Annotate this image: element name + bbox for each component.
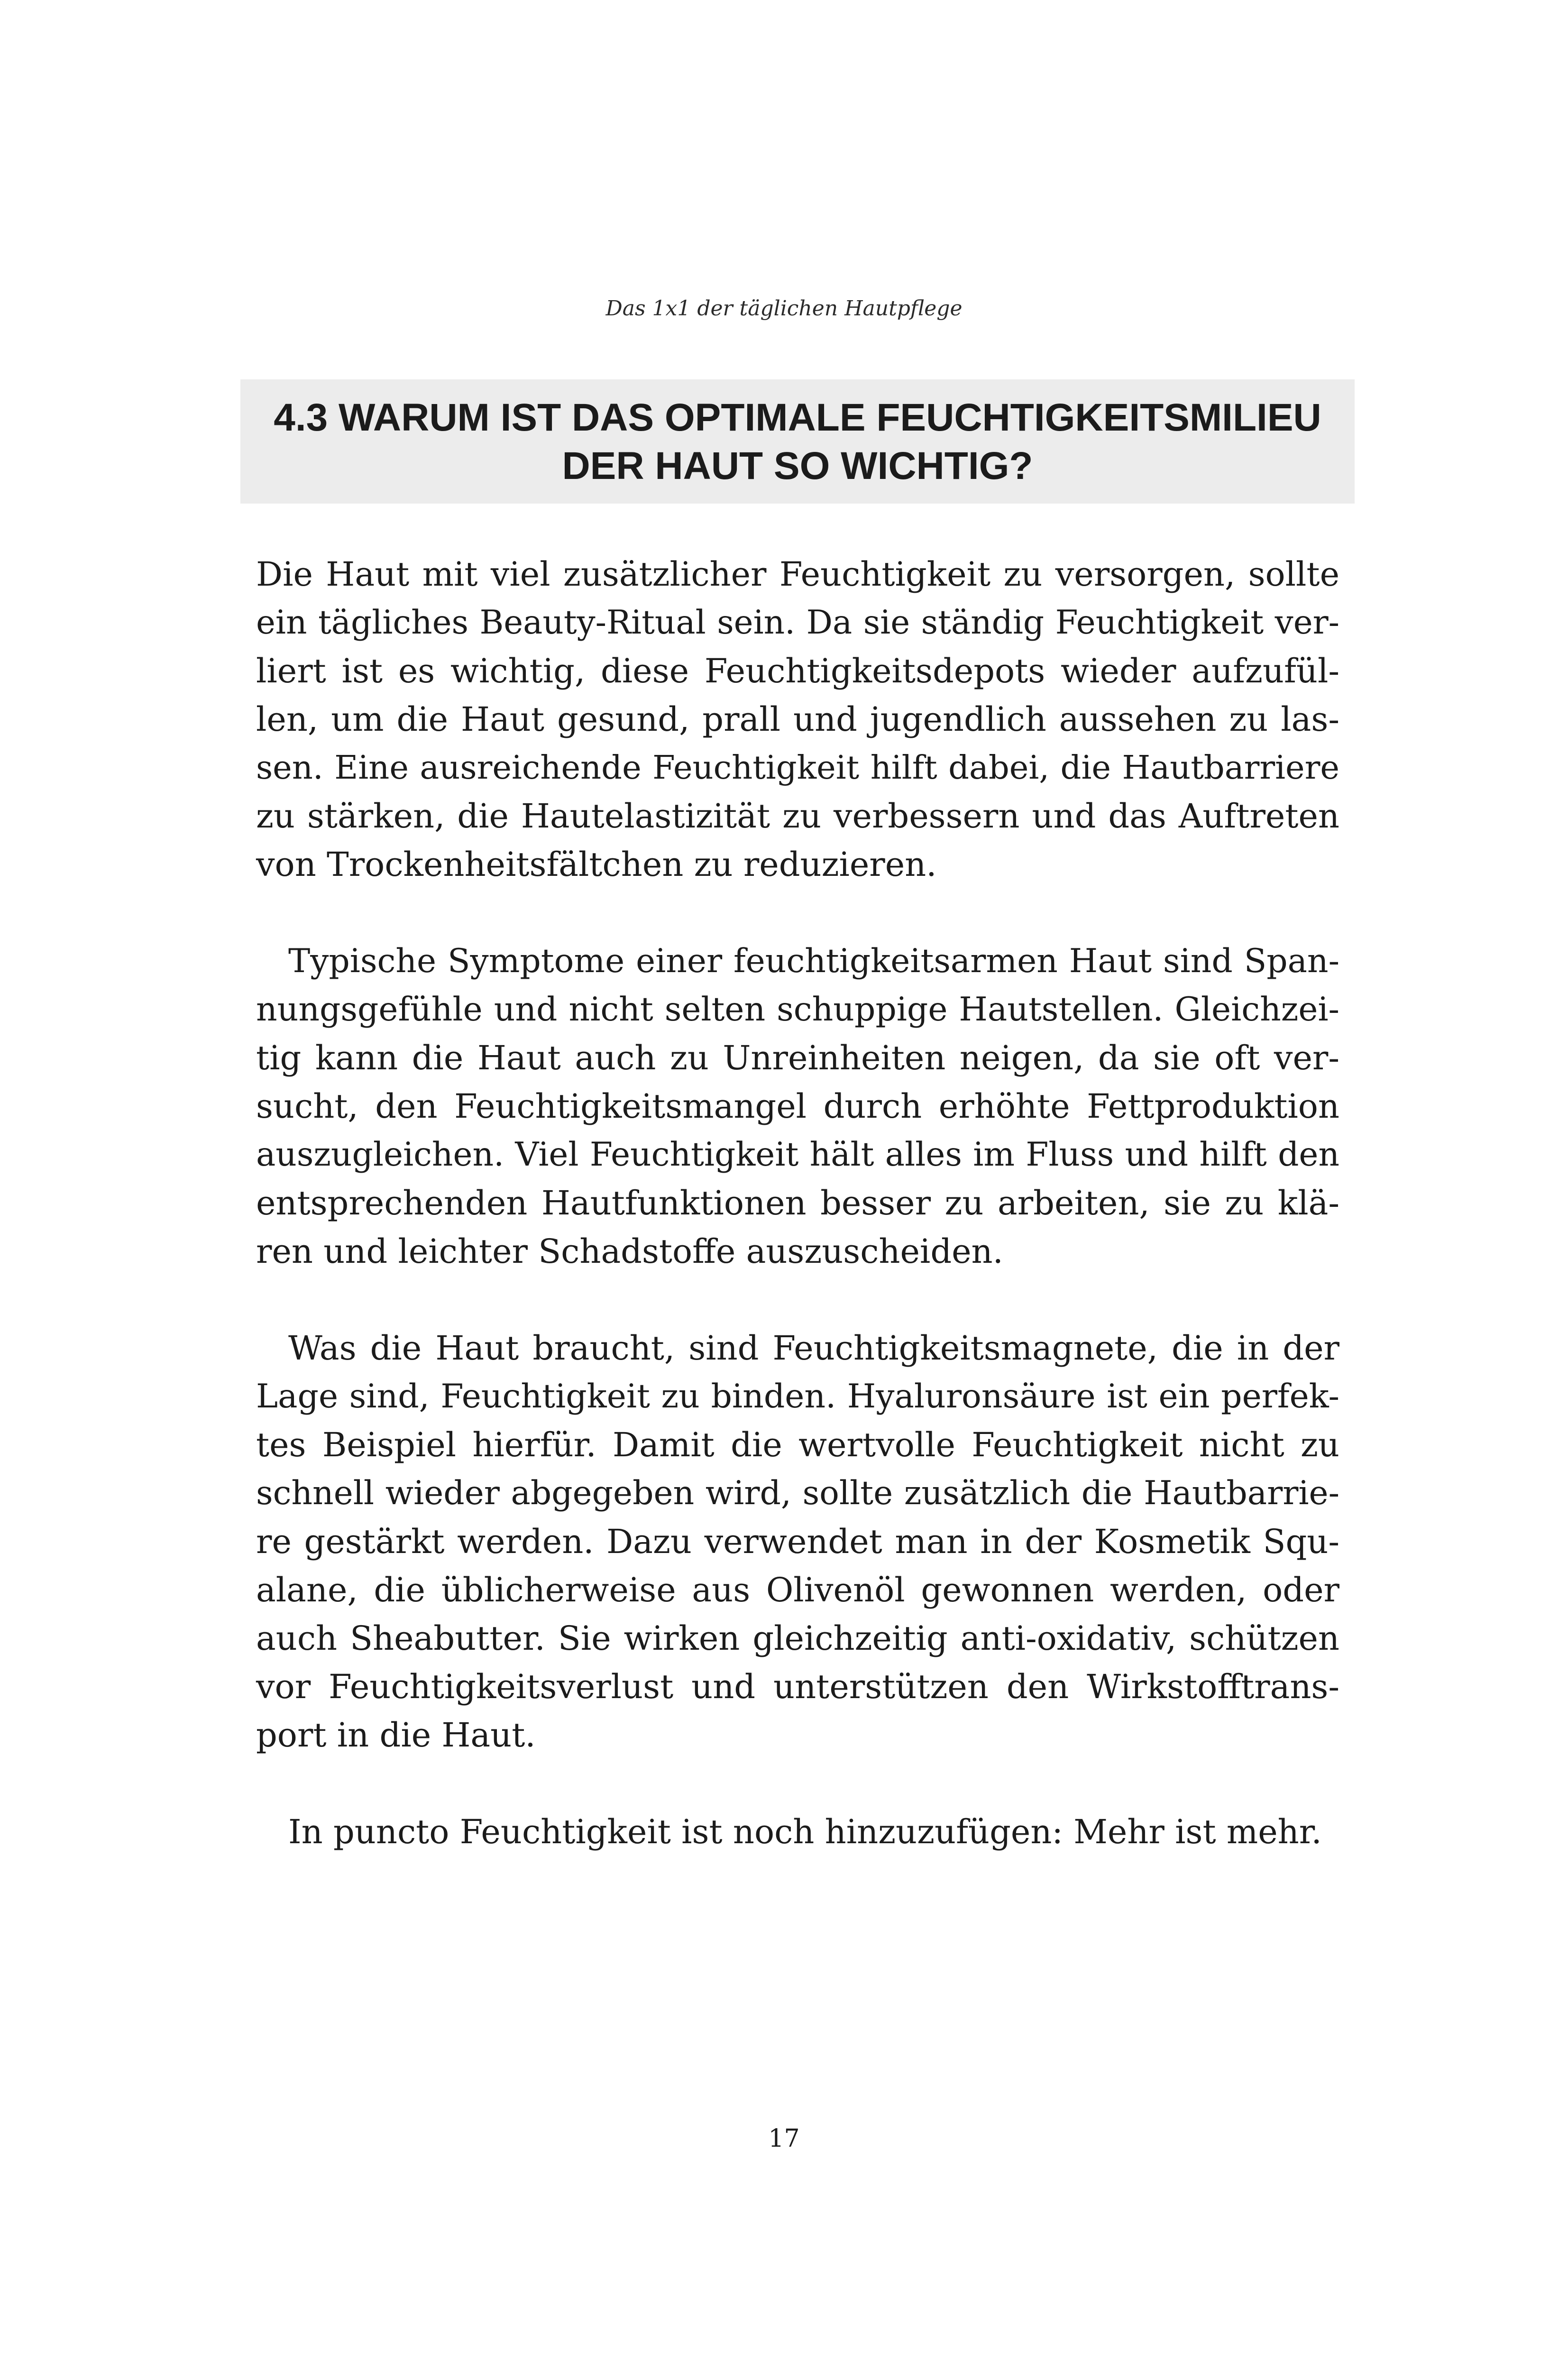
paragraph-line: Was die Haut braucht, sind Feuchtigkeitsmagnete, die in der	[288, 1329, 1339, 1368]
paragraph-line: von Trockenheitsfältchen zu reduzieren.	[256, 845, 937, 884]
paragraph-line: alane, die üblicherweise aus Olivenöl gewonnen werden, oder	[256, 1571, 1339, 1609]
paragraph-4	[256, 1808, 1339, 1856]
paragraph-line: tes Beispiel hierfür. Damit die wertvolle Feuchtigkeit nicht zu	[256, 1425, 1339, 1464]
body-text	[256, 550, 1339, 1856]
paragraph-line: Lage sind, Feuchtigkeit zu binden. Hyaluronsäure ist ein perfek-	[256, 1378, 1339, 1415]
paragraph-line: auch Sheabutter. Sie wirken gleichzeitig anti-oxidativ, schützen	[256, 1619, 1339, 1658]
paragraph-2	[256, 937, 1339, 1276]
paragraph-line: len, um die Haut gesund, prall und jugendlich aussehen zu las-	[256, 700, 1339, 739]
paragraph-line: nungsgefühle und nicht selten schuppige Hautstellen. Gleichzei-	[256, 991, 1339, 1029]
paragraph-line: liert ist es wichtig, diese Feuchtigkeitsdepots wieder aufzufül-	[256, 652, 1339, 690]
paragraph-line: re gestärkt werden. Dazu verwendet man in der Kosmetik Squ-	[256, 1522, 1339, 1561]
section-heading-line-2: DER HAUT SO WICHTIG?	[562, 444, 1033, 487]
paragraph-line: ein tägliches Beauty-Ritual sein. Da sie ständig Feuchtigkeit ver-	[256, 604, 1339, 642]
paragraph-line: sen. Eine ausreichende Feuchtigkeit hilft dabei, die Hautbarriere	[256, 749, 1339, 787]
paragraph-line: port in die Haut.	[256, 1716, 536, 1755]
paragraph-line: schnell wieder abgegeben wird, sollte zusätzlich die Hautbarrie-	[256, 1474, 1339, 1512]
paragraph-line: entsprechenden Hautfunktionen besser zu arbeiten, sie zu klä-	[256, 1184, 1339, 1222]
paragraph-line: ren und leichter Schadstoffe auszuscheiden.	[256, 1232, 1003, 1271]
paragraph-line: zu stärken, die Hautelastizität zu verbessern und das Auftreten	[256, 797, 1339, 836]
paragraph-line: auszugleichen. Viel Feuchtigkeit hält alles im Fluss und hilft den	[256, 1136, 1339, 1174]
paragraph-line: In puncto Feuchtigkeit ist noch hinzuzufügen: Mehr ist mehr.	[288, 1812, 1322, 1851]
section-heading-line-1: 4.3 WARUM IST DAS OPTIMALE FEUCHTIGKEITSMILIEU	[274, 396, 1321, 439]
paragraph-line: Die Haut mit viel zusätzlicher Feuchtigkeit zu versorgen, sollte	[256, 555, 1339, 594]
paragraph-line: sucht, den Feuchtigkeitsmangel durch erhöhte Fettproduktion	[256, 1087, 1339, 1126]
page-number: 17	[768, 2124, 800, 2153]
paragraph-line: vor Feuchtigkeitsverlust und unterstützen den Wirkstofftrans-	[256, 1667, 1339, 1706]
paragraph-3	[256, 1324, 1339, 1759]
running-header: Das 1x1 der täglichen Hautpflege	[605, 296, 963, 321]
paragraph-line: Typische Symptome einer feuchtigkeitsarmen Haut sind Span-	[288, 942, 1339, 980]
paragraph-1	[256, 550, 1339, 889]
paragraph-line: tig kann die Haut auch zu Unreinheiten neigen, da sie oft ver-	[256, 1038, 1339, 1077]
section-heading	[240, 379, 1355, 504]
